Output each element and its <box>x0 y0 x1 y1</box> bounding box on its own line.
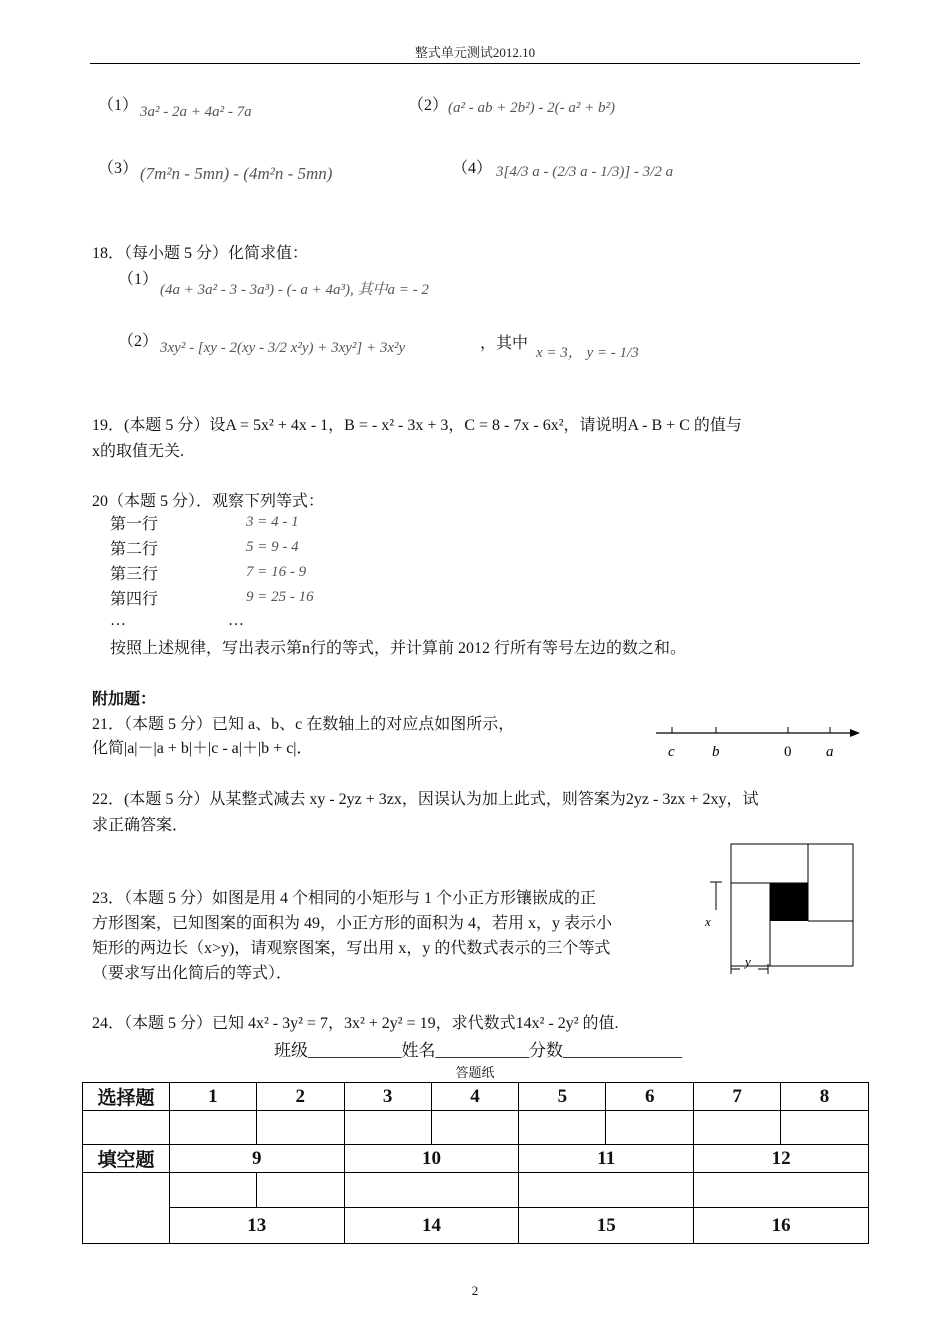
q23-line2: 方形图案，已知图案的面积为 49，小正方形的面积为 4，若用 x，y 表示小 <box>92 915 613 932</box>
q18-p2-number: （2） <box>118 333 159 350</box>
number-line-figure <box>652 718 864 764</box>
q20-row4-equation: 9 = 25 - 16 <box>246 589 314 605</box>
choice-answer-1[interactable] <box>169 1111 256 1145</box>
q23-line1: 23．（本题 5 分）如图是用 4 个相同的小矩形与 1 个小正方形镶嵌成的正 <box>92 890 597 907</box>
fill-header-row <box>83 1145 869 1173</box>
fill-num-14: 14 <box>344 1208 519 1244</box>
page-number: 2 <box>471 1283 479 1298</box>
choice-answer-row <box>83 1111 869 1145</box>
q20-row4-label: 第四行 <box>110 591 159 608</box>
q20-row1-label: 第一行 <box>110 516 159 533</box>
q17-p3-number: （3） <box>98 160 139 177</box>
q20-row2-equation: 5 = 9 - 4 <box>246 539 299 555</box>
q21-line1: 21．（本题 5 分）已知 a、b、c 在数轴上的对应点如图所示， <box>92 716 515 733</box>
fill-num-11: 11 <box>519 1145 694 1173</box>
fill-answer-row-1 <box>83 1173 869 1208</box>
student-info-line: 班级___________姓名___________分数______________ <box>274 1041 682 1060</box>
q17-p4-expression: 3[4/3 a - (2/3 a - 1/3)] - 3/2 a <box>496 164 674 180</box>
fill-num-9: 9 <box>169 1145 344 1173</box>
square-pattern-figure <box>700 840 860 980</box>
q20-task: 按照上述规律，写出表示第n行的等式，并计算前 2012 行所有等号左边的数之和。 <box>110 640 687 657</box>
q17-p3-expression: (7m²n - 5mn) - (4m²n - 5mn) <box>140 164 333 183</box>
q20-row3-label: 第三行 <box>110 566 159 583</box>
q18-p1-number: （1） <box>118 271 159 288</box>
q17-p2-expression: (a² - ab + 2b²) - 2(- a² + b²) <box>448 100 615 116</box>
dim-label-y: y <box>745 954 751 969</box>
q17-p1-number: （1） <box>98 97 139 114</box>
q21-line2: 化简|a|－|a + b|＋|c - a|＋|b + c|． <box>92 740 313 757</box>
fill-answer-9-spare <box>256 1173 344 1208</box>
q24-line: 24．（本题 5 分）已知 4x² - 3y² = 7，3x² + 2y² = 19，求代数式14x² - 2y² 的值. <box>92 1015 619 1032</box>
axis-label-a: a <box>826 744 834 760</box>
choice-label: 选择题 <box>83 1083 170 1111</box>
choice-answer-3[interactable] <box>344 1111 431 1145</box>
choice-num-5: 5 <box>519 1083 606 1111</box>
fill-num-10: 10 <box>344 1145 519 1173</box>
choice-answer-label-cell <box>83 1111 170 1145</box>
choice-num-2: 2 <box>256 1083 344 1111</box>
q20-row1-equation: 3 = 4 - 1 <box>246 514 299 530</box>
q22-line2: 求正确答案． <box>92 817 189 834</box>
choice-num-4: 4 <box>431 1083 519 1111</box>
choice-num-1: 1 <box>169 1083 256 1111</box>
number-line-arrow <box>850 729 860 737</box>
q23-line3: 矩形的两边长（x>y)，请观察图案，写出用 x，y 的代数式表示的三个等式 <box>92 940 611 957</box>
fill-num-15: 15 <box>519 1208 694 1244</box>
q20-row2-label: 第二行 <box>110 541 159 558</box>
fill-answer-11[interactable] <box>519 1173 694 1208</box>
header-rule <box>90 63 860 64</box>
q18-p2-values: x = 3， y = - 1/3 <box>536 345 639 361</box>
q18-title: 18．（每小题 5 分）化简求值： <box>92 245 309 262</box>
choice-answer-2[interactable] <box>256 1111 344 1145</box>
fill-num-13: 13 <box>169 1208 344 1244</box>
q23-line4: （要求写出化简后的等式）． <box>92 965 293 982</box>
q18-p2-expression: 3xy² - [xy - 2(xy - 3/2 x²y) + 3xy²] + 3x²y <box>160 340 406 356</box>
q17-p4-number: （4） <box>452 160 493 177</box>
q20-ellipsis-right: … <box>228 612 244 629</box>
choice-answer-7[interactable] <box>694 1111 781 1145</box>
q18-p2-condition: ，其中 <box>480 335 529 352</box>
choice-answer-8[interactable] <box>781 1111 869 1145</box>
axis-label-b: b <box>712 744 720 760</box>
q18-p1-expression: (4a + 3a² - 3 - 3a³) - (- a + 4a³), 其中a = - 2 <box>160 282 429 298</box>
dim-label-x: x <box>705 914 711 929</box>
fill-num-12: 12 <box>694 1145 869 1173</box>
choice-answer-5[interactable] <box>519 1111 606 1145</box>
choice-answer-6[interactable] <box>606 1111 694 1145</box>
axis-label-zero: 0 <box>784 744 792 760</box>
header-title: 整式单元测试2012.10 <box>414 45 536 60</box>
fill-answer-9[interactable] <box>169 1173 256 1208</box>
q19-line1: 19．(本题 5 分）设A = 5x² + 4x - 1，B = - x² - 3x + 3，C = 8 - 7x - 6x²，请说明A - B + C 的值与 <box>92 417 742 434</box>
fill-answer-12[interactable] <box>694 1173 869 1208</box>
q22-line1: 22．(本题 5 分）从某整式减去 xy - 2yz + 3zx，因误认为加上此式，则答案为2yz - 3zx + 2xy，试 <box>92 791 759 808</box>
q17-p1-expression: 3a² - 2a + 4a² - 7a <box>140 104 252 120</box>
choice-num-8: 8 <box>781 1083 869 1111</box>
q19-line2: x的取值无关. <box>92 443 185 460</box>
fill-label: 填空题 <box>83 1145 170 1173</box>
fill-header-row-2 <box>83 1208 869 1244</box>
q20-ellipsis-left: … <box>110 612 126 629</box>
answer-sheet-title: 答题纸 <box>455 1065 495 1080</box>
choice-num-3: 3 <box>344 1083 431 1111</box>
q20-row3-equation: 7 = 16 - 9 <box>246 564 307 580</box>
choice-answer-4[interactable] <box>431 1111 519 1145</box>
q20-title: 20（本题 5 分）．观察下列等式： <box>92 493 325 510</box>
choice-num-7: 7 <box>694 1083 781 1111</box>
q17-p2-number: （2） <box>408 97 449 114</box>
small-square <box>770 883 808 921</box>
fill-answer-label-cell <box>83 1173 170 1244</box>
choice-num-6: 6 <box>606 1083 694 1111</box>
answer-table <box>82 1082 869 1244</box>
extra-section-title: 附加题： <box>92 691 157 708</box>
fill-num-16: 16 <box>694 1208 869 1244</box>
fill-answer-10[interactable] <box>344 1173 519 1208</box>
choice-header-row <box>83 1083 869 1111</box>
axis-label-c: c <box>668 744 675 760</box>
